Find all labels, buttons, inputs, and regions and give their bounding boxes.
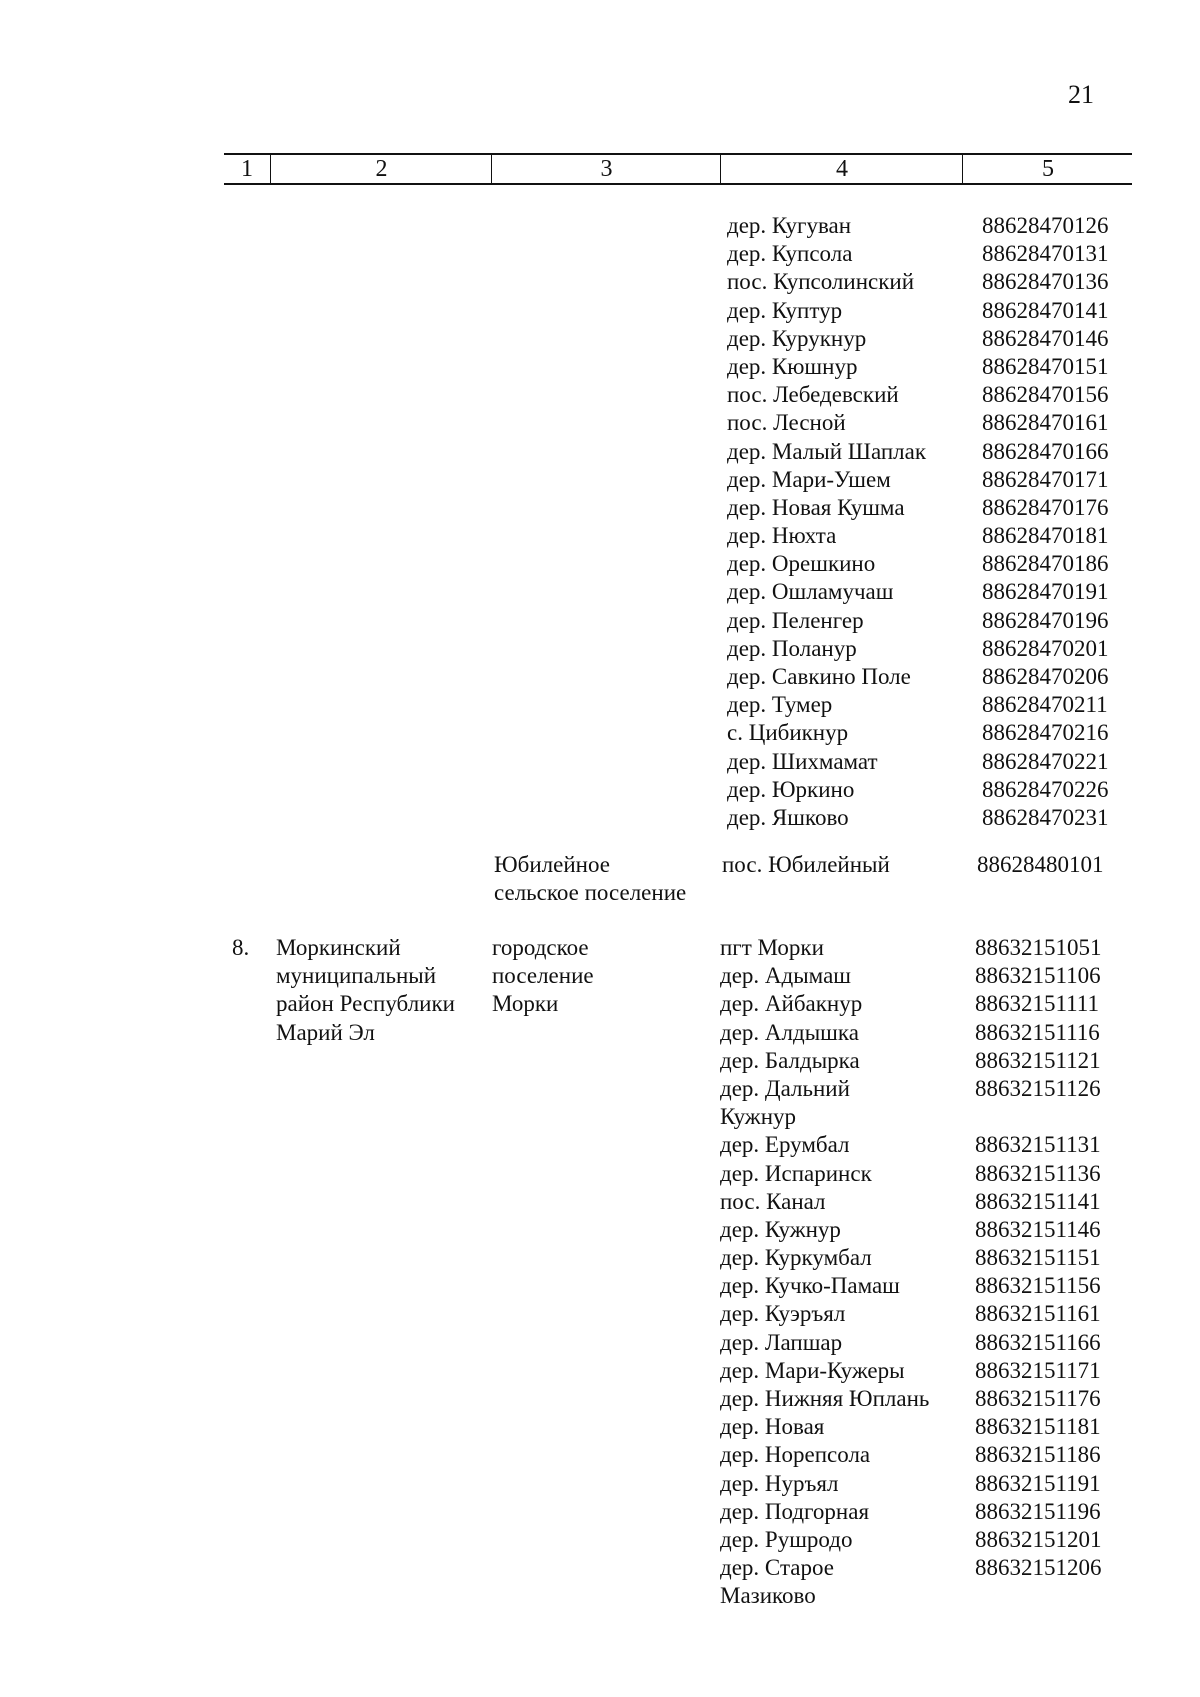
municipality-line: Морки <box>492 991 559 1017</box>
page-number: 21 <box>1068 80 1094 109</box>
code-value: 88628470146 <box>982 325 1109 351</box>
list-item: дер. Испаринск <box>720 1160 872 1186</box>
section-c-municipality <box>492 934 594 1019</box>
code-value: 88632151181 <box>975 1414 1101 1440</box>
code-value: 88628470221 <box>982 748 1109 774</box>
list-item: дер. Старое <box>720 1555 834 1581</box>
list-item: дер. Малый Шаплак <box>727 438 927 464</box>
municipality-line: городское <box>492 935 589 960</box>
code-value: 88628470126 <box>982 213 1109 238</box>
code-value: 88632151161 <box>975 1301 1101 1327</box>
section-b-code: 88628480101 <box>977 852 1104 877</box>
code-value: 88632151136 <box>975 1160 1101 1186</box>
list-item: с. Цибикнур <box>727 720 849 746</box>
municipality-name: Юбилейное <box>494 852 610 877</box>
section-c-codes <box>975 934 1102 1611</box>
header-column-2: 2 <box>270 155 492 183</box>
list-item: дер. Нюхта <box>727 523 837 549</box>
section-c-settlements <box>720 934 929 1611</box>
list-item: дер. Поланур <box>727 635 857 661</box>
list-item: дер. Кугуван <box>727 213 852 238</box>
district-line: Марий Эл <box>276 1019 375 1045</box>
code-value: 88628470186 <box>982 551 1109 577</box>
list-item: дер. Тумер <box>727 692 833 718</box>
code-value: 88632151141 <box>975 1188 1101 1214</box>
code-value: 88628470166 <box>982 438 1109 464</box>
list-item: дер. Куптур <box>727 297 843 323</box>
list-item: дер. Мари-Ушем <box>727 466 891 492</box>
list-item: дер. Купсола <box>727 241 853 267</box>
list-item: пос. Лебедевский <box>727 382 899 408</box>
list-item: дер. Лапшар <box>720 1329 843 1355</box>
code-value: 88632151166 <box>975 1329 1101 1355</box>
code-value: 88632151151 <box>975 1245 1101 1271</box>
code-value: 88632151186 <box>975 1442 1101 1468</box>
list-item: дер. Кюшнур <box>727 353 858 379</box>
code-value: 88632151106 <box>975 963 1101 989</box>
list-item: Мазиково <box>720 1583 816 1609</box>
code-value: 88632151116 <box>975 1019 1100 1045</box>
list-item: дер. Куркумбал <box>720 1245 872 1271</box>
code-value: 88632151121 <box>975 1047 1101 1073</box>
code-value: 88628470151 <box>982 353 1109 379</box>
list-item: дер. Ошламучаш <box>727 579 894 605</box>
list-item: дер. Кучко-Памаш <box>720 1273 900 1299</box>
section-c-number: 8. <box>232 935 250 960</box>
section-a-codes <box>982 212 1109 832</box>
list-item: дер. Орешкино <box>727 551 876 577</box>
list-item: дер. Куэръял <box>720 1301 846 1327</box>
code-value: 88628470156 <box>982 382 1109 408</box>
code-value: 88632151126 <box>975 1075 1101 1101</box>
code-value: 88632151201 <box>975 1526 1102 1552</box>
code-value: 88628470171 <box>982 466 1109 492</box>
list-item: дер. Дальний <box>720 1075 850 1101</box>
list-item: дер. Савкино Поле <box>727 664 911 689</box>
section-b-municipality <box>494 851 686 907</box>
list-item: дер. Яшково <box>727 804 849 830</box>
list-item: дер. Рушродо <box>720 1526 853 1552</box>
code-value <box>975 1103 1102 1131</box>
list-item: дер. Ерумбал <box>720 1132 850 1158</box>
list-item: пос. Купсолинский <box>727 269 915 295</box>
code-value: 88632151196 <box>975 1498 1101 1524</box>
code-value: 88628470216 <box>982 720 1109 746</box>
code-value: 88632151176 <box>975 1386 1101 1411</box>
list-item: дер. Нижняя Юплань <box>720 1386 930 1411</box>
list-item: дер. Балдырка <box>720 1047 860 1073</box>
list-item: дер. Курукнур <box>727 325 867 351</box>
code-value: 88628470226 <box>982 776 1109 802</box>
table-header <box>224 153 1132 185</box>
code-value: 88632151156 <box>975 1273 1101 1299</box>
code-value: 88628470196 <box>982 607 1109 633</box>
code-value: 88628470201 <box>982 635 1109 661</box>
code-value: 88628470191 <box>982 579 1109 605</box>
code-value: 88628470176 <box>982 494 1109 520</box>
code-value: 88628470211 <box>982 692 1108 718</box>
code-value: 88628470141 <box>982 297 1109 323</box>
section-c-district <box>276 934 455 1047</box>
header-column-5: 5 <box>962 155 1133 183</box>
list-item: дер. Нуръял <box>720 1470 839 1496</box>
code-value: 88628470136 <box>982 269 1109 295</box>
list-item: пос. Канал <box>720 1188 826 1214</box>
list-item: дер. Подгорная <box>720 1498 870 1524</box>
list-item: пгт Морки <box>720 935 824 960</box>
section-a-settlements <box>727 212 926 832</box>
list-item: дер. Пеленгер <box>727 607 864 633</box>
code-value: 88628470131 <box>982 241 1109 267</box>
code-value: 88632151206 <box>975 1555 1102 1581</box>
list-item: дер. Новая <box>720 1414 825 1440</box>
code-value: 88632151111 <box>975 991 1099 1017</box>
code-value: 88628470161 <box>982 410 1109 436</box>
code-value: 88628470181 <box>982 523 1109 549</box>
code-value: 88632151051 <box>975 935 1102 960</box>
municipality-type: сельское поселение <box>494 880 687 906</box>
district-line: Моркинский <box>276 935 401 960</box>
code-value: 88628470206 <box>982 664 1109 689</box>
code-value: 88632151146 <box>975 1216 1101 1242</box>
list-item: дер. Юркино <box>727 776 855 802</box>
district-line: район Республики <box>276 991 455 1017</box>
list-item: дер. Шихмамат <box>727 748 878 774</box>
code-value: 88632151171 <box>975 1357 1101 1383</box>
list-item: дер. Алдышка <box>720 1019 859 1045</box>
list-item: дер. Адымаш <box>720 963 851 989</box>
list-item: дер. Айбакнур <box>720 991 863 1017</box>
header-column-4: 4 <box>720 155 963 183</box>
list-item: дер. Мари-Кужеры <box>720 1357 905 1383</box>
list-item: дер. Кужнур <box>720 1216 841 1242</box>
code-value: 88632151131 <box>975 1132 1101 1158</box>
list-item: пос. Лесной <box>727 410 846 436</box>
header-column-3: 3 <box>491 155 721 183</box>
code-value: 88628470231 <box>982 804 1109 830</box>
code-value <box>975 1582 1102 1610</box>
municipality-line: поселение <box>492 963 594 989</box>
district-line: муниципальный <box>276 963 437 989</box>
list-item: Кужнур <box>720 1104 797 1130</box>
header-column-1: 1 <box>241 156 253 182</box>
section-b-settlement: пос. Юбилейный <box>722 852 890 877</box>
code-value: 88632151191 <box>975 1470 1101 1496</box>
list-item: дер. Норепсола <box>720 1442 871 1468</box>
list-item: дер. Новая Кушма <box>727 494 905 520</box>
